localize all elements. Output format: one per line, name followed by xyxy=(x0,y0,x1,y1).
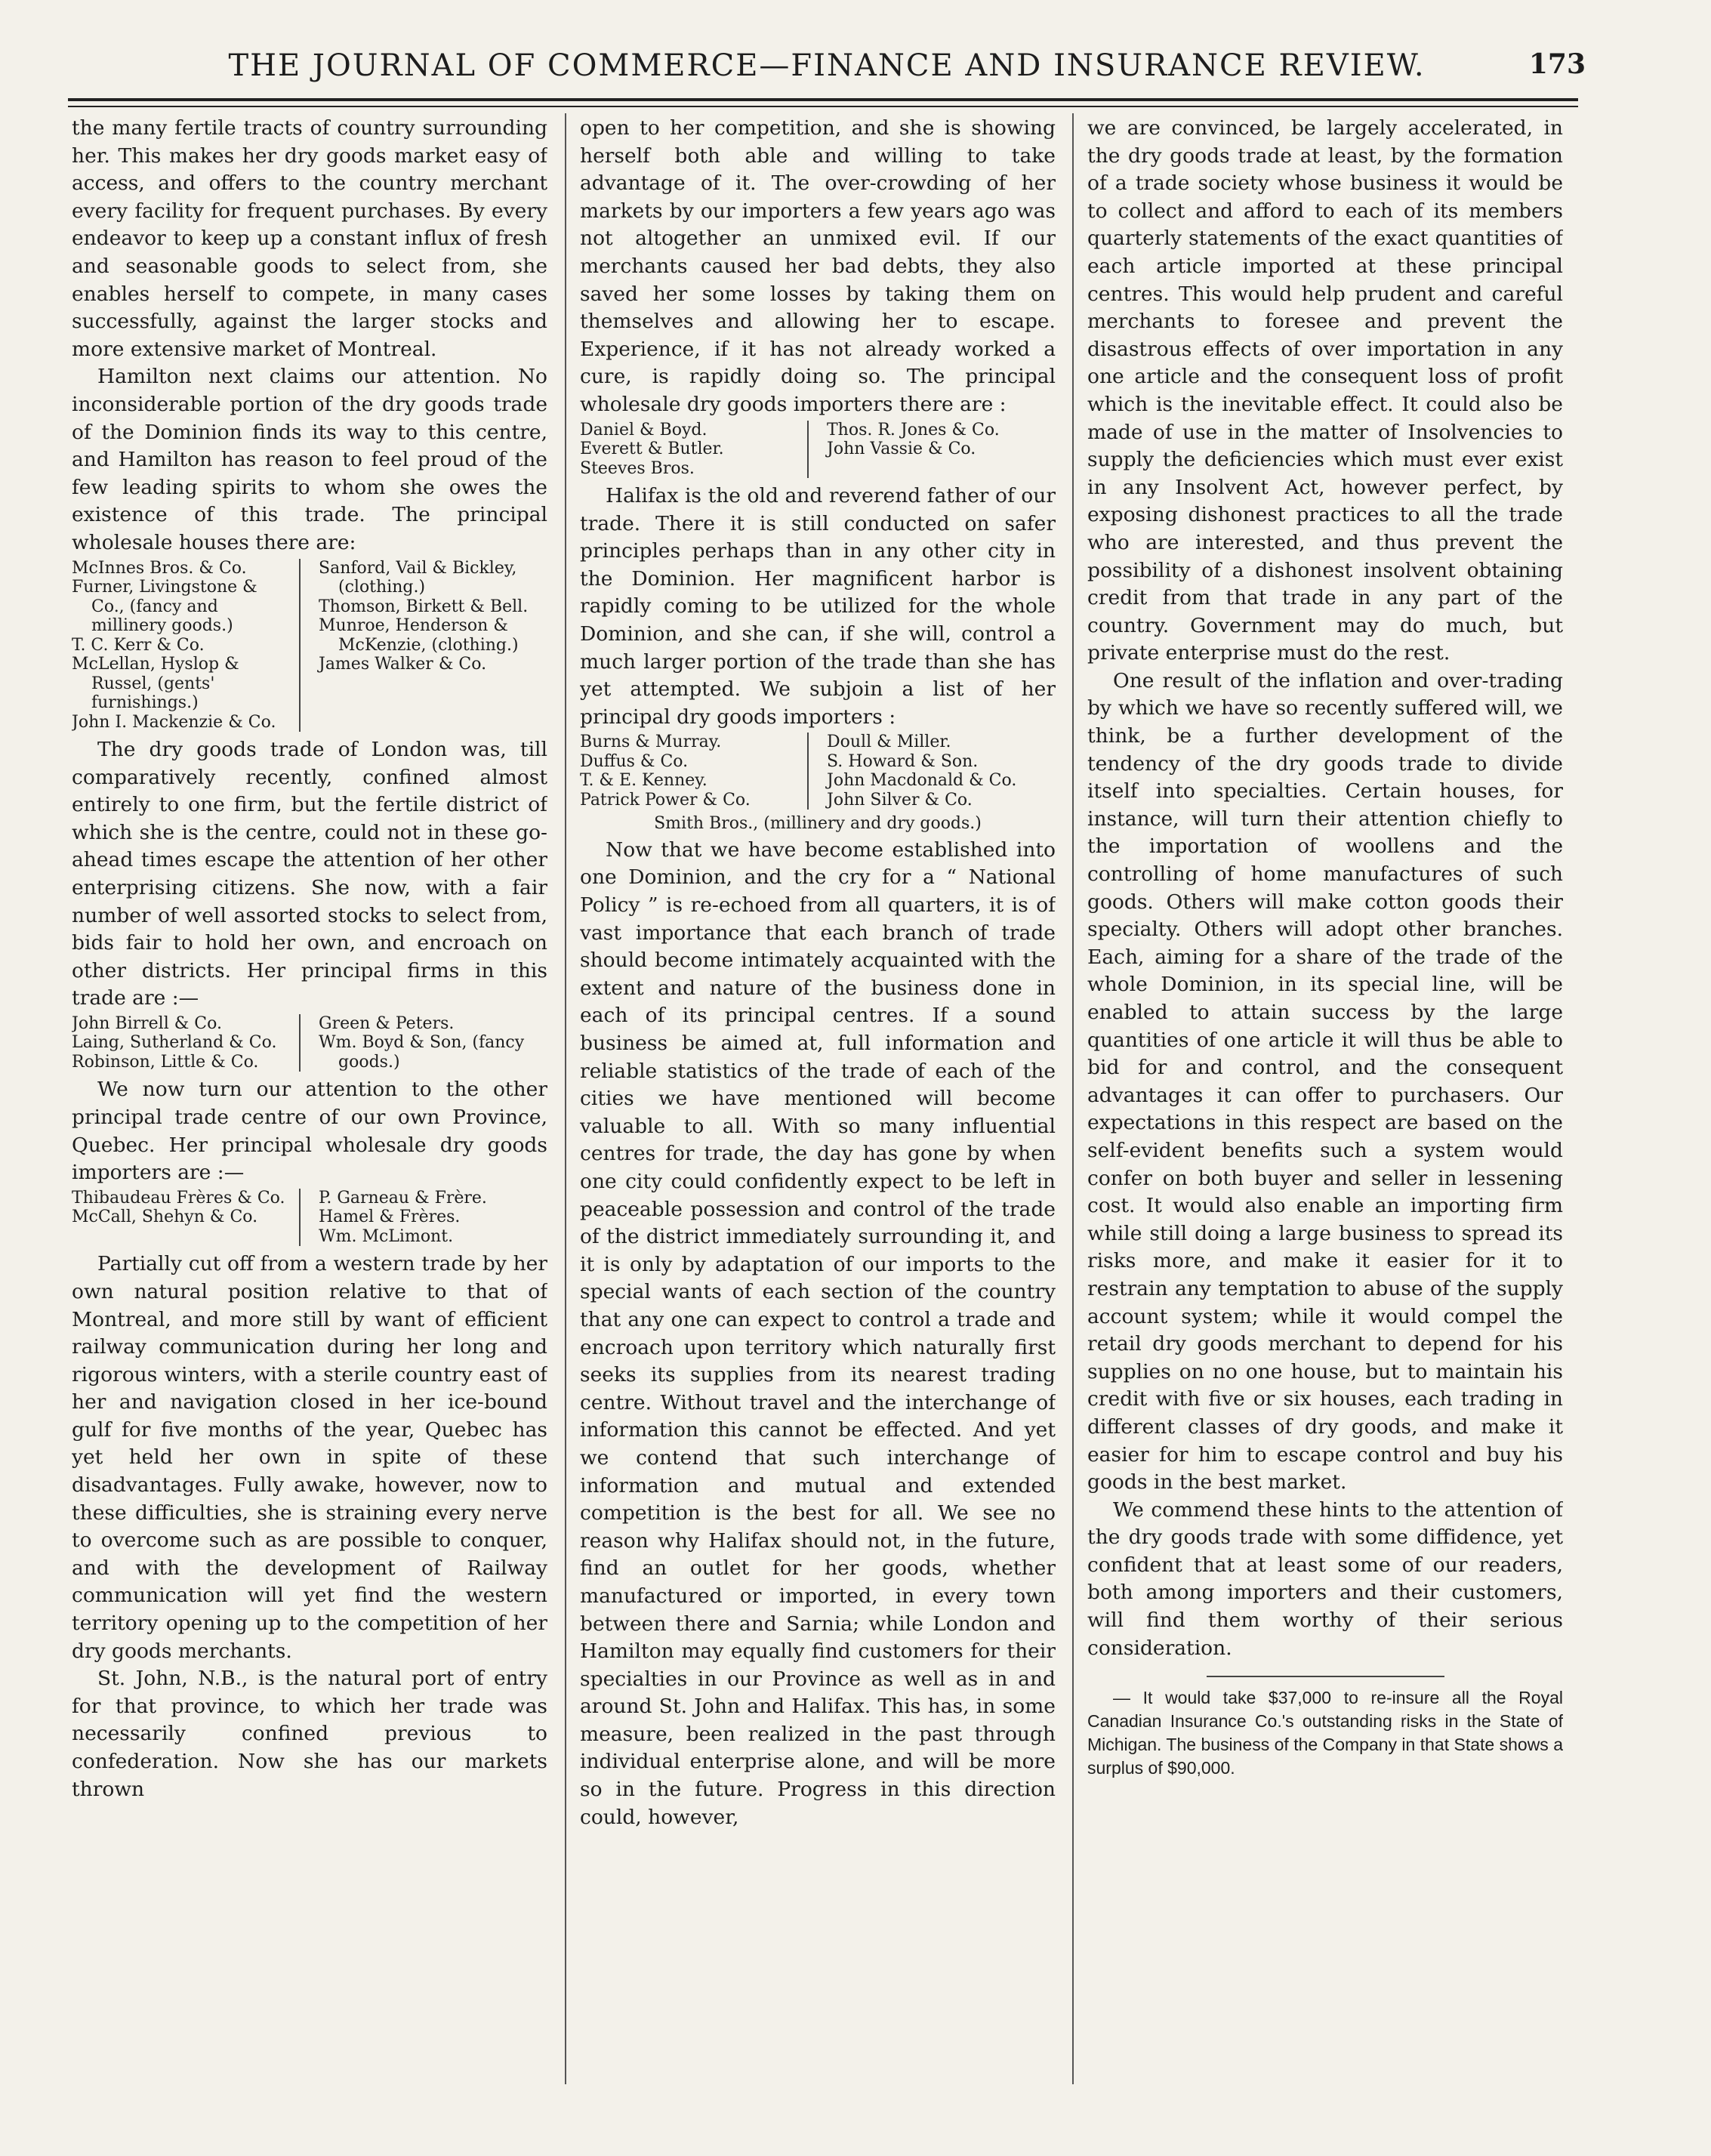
list-footer-item: Smith Bros., (millinery and dry goods.) xyxy=(654,814,982,834)
list-item: Furner, Livingstone & Co., (fancy and millinery goods.) xyxy=(72,578,257,635)
column-divider-1 xyxy=(565,113,566,2084)
list-item: Wm. McLimont. xyxy=(319,1226,454,1246)
column-1 xyxy=(72,115,547,1803)
list-item: Sanford, Vail & Bickley, (clothing.) xyxy=(319,558,517,597)
list-item: McCall, Shehyn & Co. xyxy=(72,1208,258,1227)
list-item: McInnes Bros. & Co. xyxy=(72,558,247,578)
list-item: John Macdonald & Co. xyxy=(827,771,1017,791)
list-item: Laing, Sutherland & Co. xyxy=(72,1033,277,1053)
page-number: 173 xyxy=(1528,48,1586,80)
list-item: Green & Peters. xyxy=(319,1013,455,1033)
list-item: James Walker & Co. xyxy=(319,655,487,674)
paragraph-conclusion: We commend these hints to the attention of the dry goods trade with some diffidence, yet confident that at least some of our readers, both among importers and their customers, will find them worthy of their serious consideration. xyxy=(1087,1497,1563,1660)
list-item: John Silver & Co. xyxy=(827,790,973,810)
list-item: Thibaudeau Frères & Co. xyxy=(72,1188,285,1208)
paragraph: the many fertile tracts of country surrounding her. This makes her dry goods market easy of access, and offers to the country merchant every facility for frequent purchases. By every endeavor to keep up a constant influx of fresh and seasonable goods to select from, she enables herself to compete, in many cases successfully, against the larger stocks and more extensive market of Montreal. xyxy=(72,116,547,361)
list-column-left xyxy=(72,559,301,733)
header-rule-thick xyxy=(68,98,1578,101)
list-column-left xyxy=(580,733,809,810)
paragraph-st-john: St. John, N.B., is the natural port of entry for that province, to which her trade was necessarily confined previous to confederation. Now she has our markets thrown xyxy=(72,1667,547,1801)
list-item: John I. Mackenzie & Co. xyxy=(72,712,276,732)
header-rule-thin xyxy=(68,106,1578,107)
list-item: Hamel & Frères. xyxy=(319,1208,461,1227)
list-item: Burns & Murray. xyxy=(580,733,722,752)
list-item: Thos. R. Jones & Co. xyxy=(827,420,1000,440)
list-item: T. & E. Kenney. xyxy=(580,771,708,791)
list-column-right xyxy=(319,559,547,733)
st-john-importers-list xyxy=(580,421,1056,479)
insurance-note xyxy=(1087,1676,1563,1780)
halifax-importers-list xyxy=(580,733,1056,810)
list-item: John Birrell & Co. xyxy=(72,1013,222,1033)
column-2 xyxy=(580,115,1056,1831)
paragraph: open to her competition, and she is showing herself both able and willing to take advantage of it. The over-crowding of her markets by our importers a few years ago was not altogether an unmixed evil. If our merchants caused her bad debts, they also saved her some losses by taking them on themselves and allowing her to escape. Experience, if it has not already worked a cure, is rapidly doing so. The principal wholesale dry goods importers there are : xyxy=(580,116,1056,416)
hamilton-importers-list xyxy=(72,559,547,733)
note-rule xyxy=(1207,1676,1444,1677)
paragraph: Partially cut off from a western trade by her own natural position relative to that of Montreal, and more still by want of efficient railway communication during her long and rigorous winters, with a sterile country east of her and navigation closed in her ice-bound gulf for five months of the year, Quebec has yet held her own in spite of these disadvantages. Fully awake, however, now to these difficulties, she is straining every nerve to overcome such as are possible to conquer, and with the development of Railway communication will yet find the western territory opening up to the competition of her dry goods merchants. xyxy=(72,1252,547,1663)
quebec-importers-list xyxy=(72,1189,547,1247)
column-3 xyxy=(1087,115,1563,1780)
london-firms-list xyxy=(72,1014,547,1072)
page-header xyxy=(68,41,1586,95)
list-column-left xyxy=(72,1189,301,1247)
list-item: T. C. Kerr & Co. xyxy=(72,635,205,655)
paragraph-halifax: Halifax is the old and reverend father of our trade. There it is still conducted on safer principles perhaps than in any other city in the Dominion. Her magnificent harbor is rapidly coming to be utilized for the whole Dominion, and she can, if she will, control a much larger portion of the trade than she has yet attempted. We subjoin a list of her principal dry goods importers : xyxy=(580,484,1056,729)
list-item: Everett & Butler. xyxy=(580,440,724,459)
paragraph: we are convinced, be largely accelerated, in the dry goods trade at least, by the formation of a trade society whose business it would be to collect and afford to each of its members quarterly statements of the exact quantities of each article imported at these principal centres. This would help prudent and careful merchants to foresee and prevent the disastrous effects of over importation in any one article and the consequent loss of profit which is the inevitable effect. It could also be made of use in the matter of Insolvencies to supply the deficiencies which must ever exist in any Insolvent Act, however perfect, by exposing dishonest practices to all the trade who are interested, and thus prevent the possibility of a dishonest insolvent obtaining credit from that trade in any part of the country. Government may do much, but private enterprise must do the rest. xyxy=(1087,116,1563,665)
list-item: Robinson, Little & Co. xyxy=(72,1052,259,1072)
paragraph-specialties: One result of the inflation and over-trading by which we have so recently suffered will, we think, be a further development of the tendency of the dry goods trade to divide itself into specialties. Certain houses, for instance, will turn their attention chiefly to the importation of woollens and the controlling of home manufactures of such goods. Others will make cotton goods their specialty. Others will adopt other branches. Each, aiming for a share of the trade of the whole Dominion, in its special line, will be enabled to attain success by the large quantities of one article it will thus be able to bid for and control, and the consequent advantages it can offer to purchasers. Our expectations in this respect are based on the self-evident benefits such a system would confer on both buyer and seller in lessening cost. It would also enable an importing firm while still doing a large business to spread its risks more, and make it easier for it to restrain any temptation to abuse of the supply account system; while it would compel the retail dry goods merchant to depend for his supplies on no one house, but to maintain his credit with five or six houses, each trading in different classes of dry goods, and make it easier for him to escape control and buy his goods in the best market. xyxy=(1087,668,1563,1494)
list-column-right xyxy=(827,733,1056,810)
list-column-right xyxy=(827,421,1056,479)
journal-title: THE JOURNAL OF COMMERCE—FINANCE AND INSURANCE REVIEW. xyxy=(228,48,1426,83)
note-text: — It would take $37,000 to re-insure all the Royal Canadian Insurance Co.'s outstanding risks in the State of Michigan. The business of the Company in that State shows a surplus of $90,000. xyxy=(1087,1688,1563,1778)
list-column-right xyxy=(319,1189,547,1247)
list-item: Doull & Miller. xyxy=(827,733,951,752)
list-item: McLellan, Hyslop & Russel, (gents' furnishings.) xyxy=(72,655,239,712)
list-item: Patrick Power & Co. xyxy=(580,790,751,810)
column-divider-2 xyxy=(1072,113,1074,2084)
list-item: Daniel & Boyd. xyxy=(580,420,708,440)
list-item: Wm. Boyd & Son, (fancy goods.) xyxy=(319,1033,525,1072)
list-item: Duffus & Co. xyxy=(580,751,689,771)
list-column-left xyxy=(580,421,809,479)
list-item: Munroe, Henderson & McKenzie, (clothing.) xyxy=(319,616,519,655)
list-item: John Vassie & Co. xyxy=(827,440,976,459)
list-column-right xyxy=(319,1014,547,1072)
paragraph-london: The dry goods trade of London was, till comparatively recently, confined almost entirely to one firm, but the fertile district of which she is the centre, could not in these go-ahead times escape the attention of her other enterprising citizens. She now, with a fair number of well assorted stocks to select from, bids fair to hold her own, and encroach on other districts. Her principal firms in this trade are :— xyxy=(72,738,547,1010)
list-item: Steeves Bros. xyxy=(580,458,695,478)
paragraph-national-policy: Now that we have become established into one Dominion, and the cry for a “ National Policy ” is re-echoed from all quarters, it is of vast importance that each branch of trade should become intimately acquainted with the extent and nature of the business done in each of its principal centres. If a sound business be aimed at, full information and reliable statistics of the trade of each of the cities we have mentioned will become valuable to all. With so many influential centres for trade, the day has gone by when one city could confidently expect to be left in peaceable possession and control of the trade of the district immediately surrounding it, and it is only by adaptation of our imports to the special wants of each section of the country that any one can expect to control a trade and encroach upon territory which naturally first seeks its supplies from its nearest trading centre. Without travel and the interchange of information this cannot be effected. And yet we contend that such interchange of information and mutual and extended competition is the best for all. We see no reason why Halifax should not, in the future, find an outlet for her goods, whether manufactured or imported, in every town between there and Sarnia; while London and Hamilton may equally find customers for their specialties in our Province as well as in and around St. John and Halifax. This has, in some measure, been realized in the past through individual enterprise alone, and will be more so in the future. Progress in this direction could, however, xyxy=(580,837,1056,1829)
paragraph-quebec: We now turn our attention to the other principal trade centre of our own Province, Quebec. Her principal wholesale dry goods importers are :— xyxy=(72,1078,547,1185)
list-item: P. Garneau & Frère. xyxy=(319,1188,487,1208)
list-item: Thomson, Birkett & Bell. xyxy=(319,597,529,616)
list-column-left xyxy=(72,1014,301,1072)
list-item: S. Howard & Son. xyxy=(827,751,979,771)
paragraph-hamilton: Hamilton next claims our attention. No inconsiderable portion of the dry goods trade of the Dominion finds its way to this centre, and Hamilton has reason to feel proud of the few leading spirits to whom she owes the existence of this trade. The principal wholesale houses there are: xyxy=(72,365,547,554)
